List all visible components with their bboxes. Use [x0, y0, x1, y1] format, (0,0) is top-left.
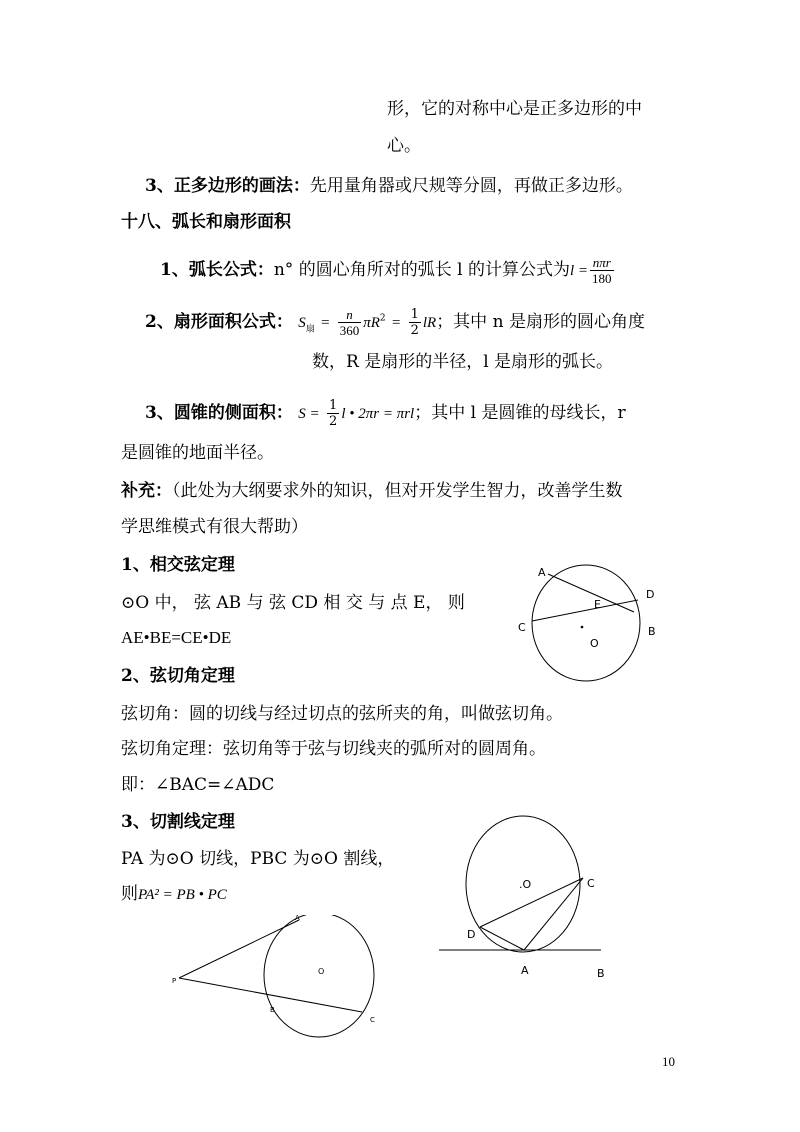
page-number: 10	[662, 1054, 675, 1069]
tangent-chord-title: 2、弦切角定理	[121, 666, 235, 686]
label-c: C	[518, 621, 526, 634]
arc-length-denominator: 180	[592, 271, 612, 286]
intersecting-chords-figure	[510, 560, 670, 690]
cone-rhs: l • 2πr = πrl	[341, 406, 415, 422]
tangent-chord-formula: 即：∠BAC=∠ADC	[121, 775, 275, 795]
label-d: D	[467, 928, 476, 941]
label-o: O	[590, 637, 599, 650]
sector-sup: 2	[379, 313, 386, 324]
tangent-chord-definition: 弦切角：圆的切线与经过切点的弦所夹的角，叫做弦切角。	[121, 704, 563, 724]
cone-num: 1	[329, 398, 338, 413]
label-a: A	[295, 915, 300, 922]
sector-fraction-1	[338, 307, 362, 338]
sector-mid: πR	[363, 315, 380, 331]
supplement-text-2: 学思维模式有很大帮助）	[121, 517, 308, 537]
arc-length-numerator: nπr	[590, 255, 614, 271]
cone-fraction	[327, 398, 339, 429]
sector-num2: 1	[410, 307, 419, 322]
label-a: A	[521, 964, 529, 977]
center-dot	[581, 626, 584, 629]
sector-fraction-2	[409, 307, 421, 338]
tangent-chord-figure	[435, 815, 635, 985]
item3-label: 3、正多边形的画法：	[145, 176, 310, 196]
top-line-2: 心。	[387, 136, 421, 156]
sector-area-line	[145, 307, 645, 339]
cone-text-1: ；其中 l 是圆锥的母线长，r	[414, 403, 626, 423]
label-b: B	[597, 967, 605, 980]
chord-dc	[480, 878, 583, 927]
chord-theorem-title: 1、相交弦定理	[121, 555, 235, 575]
chord-theorem-text-1: ⊙O 中， 弦 AB 与 弦 CD 相 交 与 点 E， 则	[121, 593, 465, 613]
arc-length-label: 1、弧长公式：	[160, 260, 274, 280]
chord-da	[480, 927, 524, 950]
label-p: P	[172, 977, 177, 985]
sector-text-1: ；其中 n 是扇形的圆心角度	[436, 312, 645, 332]
secant-theorem-text-2	[121, 884, 227, 905]
label-c: C	[587, 877, 595, 890]
sector-eq1: =	[320, 315, 331, 331]
item3-line	[145, 176, 633, 196]
arc-length-line	[160, 255, 616, 286]
cone-text-2: 是圆锥的地面半径。	[121, 443, 274, 463]
cone-area-line	[145, 398, 626, 429]
secant-theorem-title: 3、切割线定理	[121, 812, 235, 832]
supplement-text-1: （此处为大纲要求外的知识，但对开发学生智力，改善学生数	[172, 481, 623, 501]
circle	[532, 565, 640, 681]
sector-den1: 360	[339, 323, 360, 338]
section-18-title: 十八、弧长和扇形面积	[121, 212, 291, 232]
cone-den: 2	[329, 414, 338, 429]
item3-text: 先用量角器或尺规等分圆，再做正多边形。	[309, 176, 633, 196]
label-o: .O	[519, 878, 532, 891]
sector-s: S	[298, 315, 306, 331]
label-o: O	[318, 967, 325, 976]
chord-theorem-text-2: AE•BE=CE•DE	[121, 628, 232, 647]
label-a: A	[538, 566, 546, 579]
arc-length-fraction	[590, 255, 614, 286]
chord-cd	[532, 600, 638, 621]
supplement-line-1	[121, 481, 623, 501]
cone-area-label: 3、圆锥的侧面积：	[145, 403, 293, 423]
sector-tail: lR	[422, 315, 437, 331]
sector-text-2: 数，R 是扇形的半径，l 是扇形的弧长。	[312, 352, 614, 372]
supplement-label: 补充：	[121, 481, 172, 501]
secant-formula: PA² = PB • PC	[138, 887, 227, 903]
sector-area-label: 2、扇形面积公式：	[145, 312, 293, 332]
label-c: C	[370, 1016, 375, 1024]
secant-prefix: 则	[121, 884, 138, 904]
label-e: E	[594, 598, 601, 611]
chord-ab	[548, 574, 634, 612]
circle	[264, 915, 374, 1037]
sector-num1: n	[338, 307, 362, 323]
cone-lhs: S =	[298, 406, 320, 422]
arc-length-lhs: l =	[569, 263, 588, 279]
secant-theorem-text-1: PA 为⊙O 切线，PBC 为⊙O 割线，	[121, 849, 395, 869]
tangent-chord-theorem: 弦切角定理：弦切角等于弦与切线夹的弧所对的圆周角。	[121, 739, 546, 759]
arc-length-text: n° 的圆心角所对的弧长 l 的计算公式为	[273, 260, 570, 280]
sector-den2: 2	[410, 323, 419, 338]
top-line-1: 形，它的对称中心是正多边形的中	[387, 99, 642, 119]
sector-eq2: =	[391, 315, 402, 331]
sector-s-sub: 扇	[305, 324, 315, 335]
tangent-secant-figure	[165, 915, 395, 1040]
label-b: B	[270, 1006, 275, 1014]
label-b: B	[648, 625, 656, 638]
label-d: D	[646, 588, 655, 601]
tangent-pa	[179, 920, 299, 978]
